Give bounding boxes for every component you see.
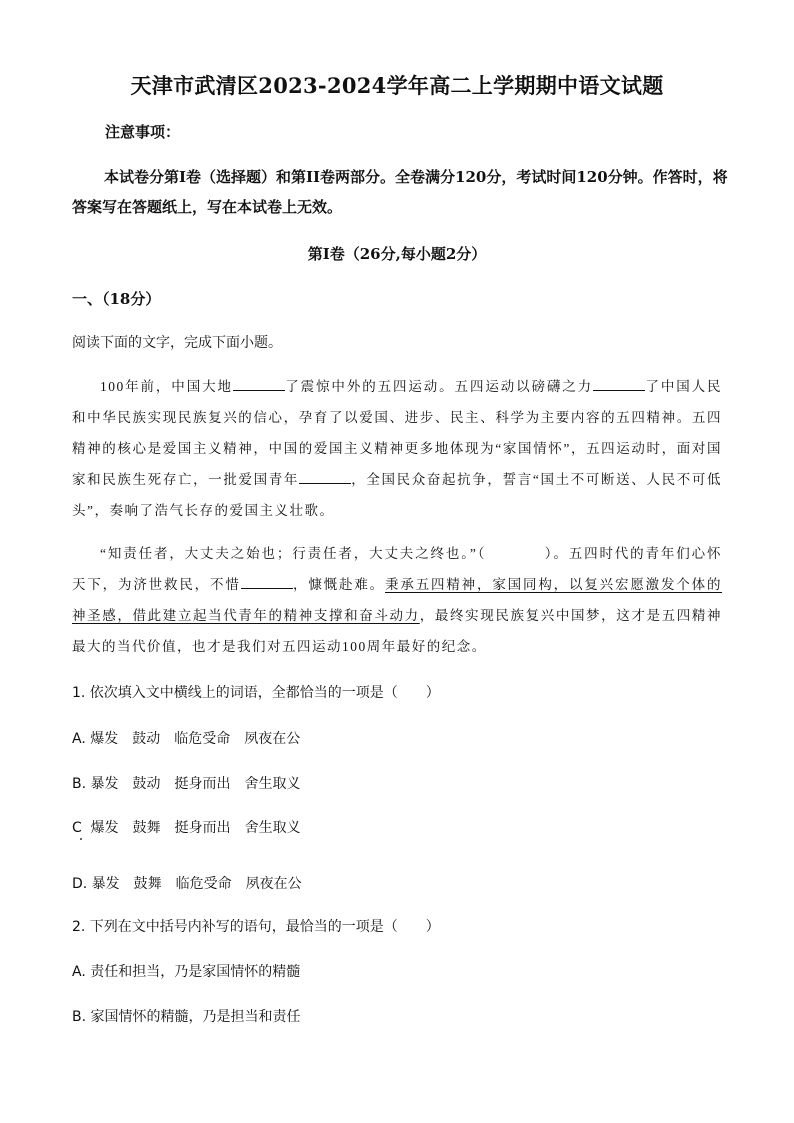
fill-blank [593, 376, 645, 391]
section-heading: 第Ⅰ卷（26分,每小题2分） [307, 245, 487, 263]
part-heading: 一、（18分） [72, 290, 161, 308]
underlined-sentence: 秉承五四精神，家国同构，以复兴宏愿激发个体的神圣感，借此建立起当代青年的精神支撑和奋斗动力 [72, 577, 723, 623]
passage-text: ，慷慨赴难。 [292, 577, 386, 592]
question-1-option-c: C 爆发 鼓舞 挺身而出 舍生取义 [72, 820, 301, 836]
passage-text: ，最终实现民族复兴中国梦，这才是五四精神最大的当代价值，也才是我们对五四运动100周年最好的纪念。 [72, 608, 723, 654]
question-1-option-a: A. 爆发 鼓动 临危受命 夙夜在公 [72, 731, 301, 747]
question-1-stem: 1. 依次填入文中横线上的词语，全都恰当的一项是（ ） [72, 685, 440, 701]
question-2-option-a: A. 责任和担当，乃是家国情怀的精髓 [72, 964, 301, 980]
notice-heading: 注意事项： [105, 123, 181, 141]
reading-instruction: 阅读下面的文字，完成下面小题。 [72, 335, 282, 351]
notice-body: 本试卷分第Ⅰ卷（选择题）和第II卷两部分。全卷满分120分，考试时间120分钟。作答时，将答案写在答题纸上，写在本试卷上无效。 [72, 168, 728, 216]
fill-blank [299, 469, 351, 484]
passage-text: 100年前，中国大地 [100, 379, 233, 394]
fill-blank [233, 376, 285, 391]
passage-text: ，全国民众奋起抗争，誓言“国土不可断送、人民不可低头”，奏响了浩气长存的爱国主义壮歌。 [72, 472, 722, 518]
stray-dot [80, 838, 82, 840]
question-2-stem: 2. 下列在文中括号内补写的语句，最恰当的一项是（ ） [72, 919, 440, 935]
fill-blank [241, 574, 293, 589]
passage-text: ）。五四时代的青年们心怀天下，为济世救民，不惜 [72, 546, 722, 592]
question-2-option-b: B. 家国情怀的精髓，乃是担当和责任 [72, 1009, 301, 1025]
question-1-option-d: D. 暴发 鼓舞 临危受命 夙夜在公 [72, 876, 302, 892]
page-title: 天津市武清区2023-2024学年高二上学期期中语文试题 [130, 73, 664, 98]
passage-paragraph-2 [72, 538, 722, 662]
passage-text: “知责任者，大丈夫之始也；行责任者，大丈夫之终也。”（ [100, 546, 487, 561]
passage-paragraph-1 [72, 371, 722, 526]
question-1-option-b: B. 暴发 鼓动 挺身而出 舍生取义 [72, 776, 301, 792]
passage-text: 了中国人民和中华民族实现民族复兴的信心，孕育了以爱国、进步、民主、科学为主要内容的五四精神。五四精神的核心是爱国主义精神，中国的爱国主义精神更多地体现为“家国情怀”，五四运动时，面对国家和民族生死存亡，一批爱国青年 [72, 379, 723, 487]
passage-text: 了震惊中外的五四运动。五四运动以磅礴之力 [284, 379, 594, 394]
